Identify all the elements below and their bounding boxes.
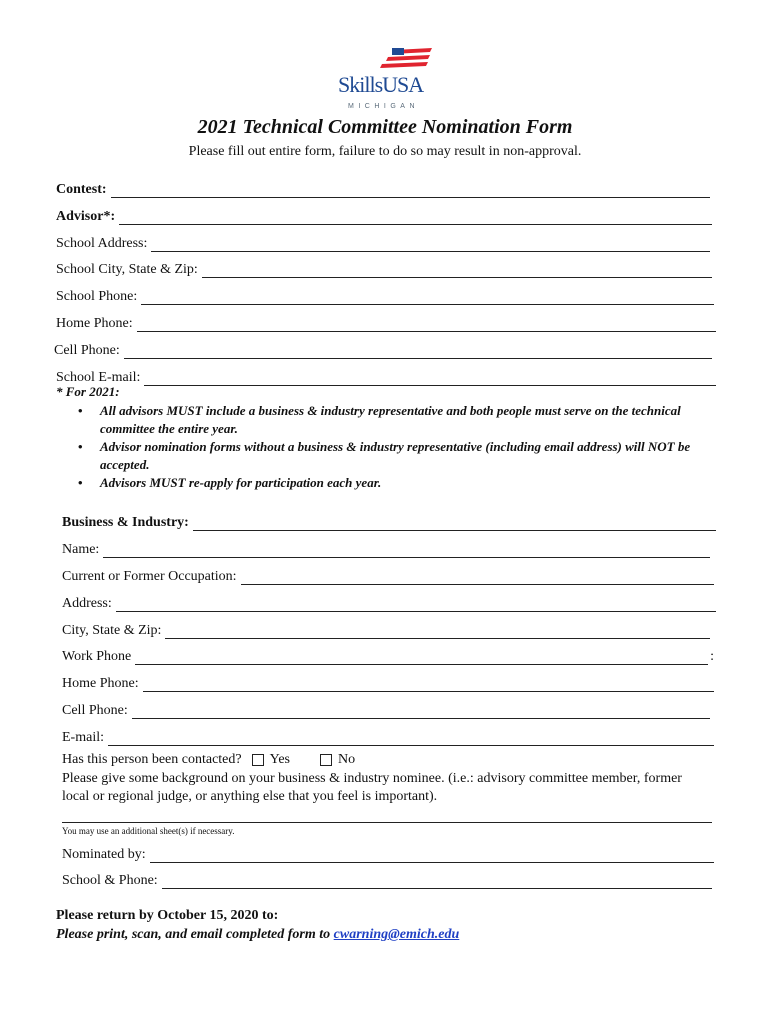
- advisor-label: Advisor*:: [56, 209, 116, 224]
- school-email-label: School E-mail:: [56, 370, 141, 385]
- industry-home-phone-field[interactable]: [62, 674, 714, 692]
- address-field[interactable]: [62, 594, 716, 612]
- contest-line[interactable]: [111, 184, 710, 198]
- note-bullet-text: Advisors MUST re-apply for participation each year.: [100, 475, 382, 490]
- home-phone-field[interactable]: [56, 314, 716, 332]
- return-instructions: [56, 927, 459, 943]
- address-label: Address:: [62, 596, 112, 611]
- school-address-label: School Address:: [56, 236, 148, 251]
- home-phone-line[interactable]: [137, 318, 716, 332]
- occupation-label: Current or Former Occupation:: [62, 569, 237, 584]
- school-and-phone-label: School & Phone:: [62, 873, 158, 888]
- logo-brand-text: SkillsUSA: [338, 72, 424, 97]
- return-email-link[interactable]: cwarning@emich.edu: [333, 927, 460, 942]
- no-checkbox[interactable]: [320, 754, 332, 766]
- cell-phone-label: Cell Phone:: [54, 343, 120, 358]
- note-bullet: [78, 474, 718, 492]
- occupation-field[interactable]: [62, 567, 714, 585]
- note-bullet-list: [78, 402, 718, 492]
- school-phone-field[interactable]: [56, 287, 714, 305]
- industry-cell-phone-line[interactable]: [132, 705, 710, 719]
- cell-phone-field[interactable]: [54, 341, 712, 359]
- additional-sheet-note: You may use an additional sheet(s) if necessary.: [62, 826, 235, 836]
- name-label: Name:: [62, 542, 100, 557]
- work-phone-line[interactable]: [135, 651, 708, 665]
- city-label: City, State & Zip:: [62, 623, 162, 638]
- contest-field[interactable]: [56, 180, 710, 198]
- name-field[interactable]: [62, 540, 710, 558]
- business-industry-label: Business & Industry:: [62, 515, 189, 530]
- name-line[interactable]: [103, 544, 710, 558]
- industry-email-field[interactable]: [62, 728, 714, 746]
- school-address-field[interactable]: [56, 234, 710, 252]
- school-city-label: School City, State & Zip:: [56, 262, 198, 277]
- occupation-line[interactable]: [241, 571, 714, 585]
- home-phone-label: Home Phone:: [56, 316, 133, 331]
- nominated-by-line[interactable]: [150, 849, 714, 863]
- industry-home-phone-label: Home Phone:: [62, 676, 139, 691]
- city-line[interactable]: [165, 625, 710, 639]
- work-phone-label: Work Phone: [62, 649, 132, 664]
- advisor-field[interactable]: [56, 207, 712, 225]
- no-label: No: [337, 752, 356, 767]
- school-phone-line[interactable]: [141, 291, 714, 305]
- school-city-field[interactable]: [56, 260, 712, 278]
- note-heading: * For 2021:: [56, 384, 120, 399]
- note-bullet-text: Advisor nomination forms without a business & industry representative (including email address) will NOT be accepted.: [100, 439, 691, 472]
- industry-email-line[interactable]: [108, 732, 714, 746]
- industry-cell-phone-field[interactable]: [62, 701, 710, 719]
- school-email-field[interactable]: [56, 368, 716, 386]
- note-bullet: [78, 438, 718, 474]
- note-bullet: [78, 402, 718, 438]
- work-phone-colon: :: [710, 649, 714, 664]
- yes-checkbox[interactable]: [252, 754, 264, 766]
- background-line[interactable]: [62, 822, 712, 823]
- bullet-icon: •: [78, 475, 83, 490]
- nominated-by-field[interactable]: [62, 845, 714, 863]
- contest-label: Contest:: [56, 182, 107, 197]
- form-title: 2021 Technical Committee Nomination Form: [197, 116, 573, 138]
- school-and-phone-line[interactable]: [162, 875, 712, 889]
- form-subtitle: Please fill out entire form, failure to do so may result in non-approval.: [188, 144, 582, 159]
- school-phone-label: School Phone:: [56, 289, 138, 304]
- work-phone-field[interactable]: [62, 647, 714, 665]
- contacted-question-row: [62, 752, 355, 768]
- school-address-line[interactable]: [151, 238, 710, 252]
- city-field[interactable]: [62, 621, 710, 639]
- business-industry-line[interactable]: [193, 517, 716, 531]
- return-deadline: Please return by October 15, 2020 to:: [56, 908, 279, 923]
- industry-cell-phone-label: Cell Phone:: [62, 703, 128, 718]
- business-industry-field[interactable]: [62, 513, 716, 531]
- yes-label: Yes: [269, 752, 290, 767]
- return-instructions-text: Please print, scan, and email completed form to: [56, 927, 331, 942]
- background-instructions: Please give some background on your business & industry nominee. (i.e.: advisory committee member, former local or regional judge, or anything else that you feel is important).: [62, 771, 682, 804]
- industry-home-phone-line[interactable]: [143, 678, 714, 692]
- address-line[interactable]: [116, 598, 716, 612]
- bullet-icon: •: [78, 439, 83, 454]
- bullet-icon: •: [78, 403, 83, 418]
- school-and-phone-field[interactable]: [62, 871, 712, 889]
- advisor-line[interactable]: [119, 211, 712, 225]
- note-bullet-text: All advisors MUST include a business & industry representative and both people must serve on the technical committee the entire year.: [100, 403, 681, 436]
- flag-stripes-icon: [380, 48, 432, 68]
- nominated-by-label: Nominated by:: [62, 847, 146, 862]
- school-city-line[interactable]: [202, 264, 712, 278]
- industry-email-label: E-mail:: [62, 730, 104, 745]
- logo-state-text: MICHIGAN: [348, 103, 419, 110]
- cell-phone-line[interactable]: [124, 345, 712, 359]
- contacted-question: Has this person been contacted?: [62, 752, 242, 767]
- skillsusa-michigan-logo: [334, 44, 444, 114]
- school-email-line[interactable]: [144, 372, 716, 386]
